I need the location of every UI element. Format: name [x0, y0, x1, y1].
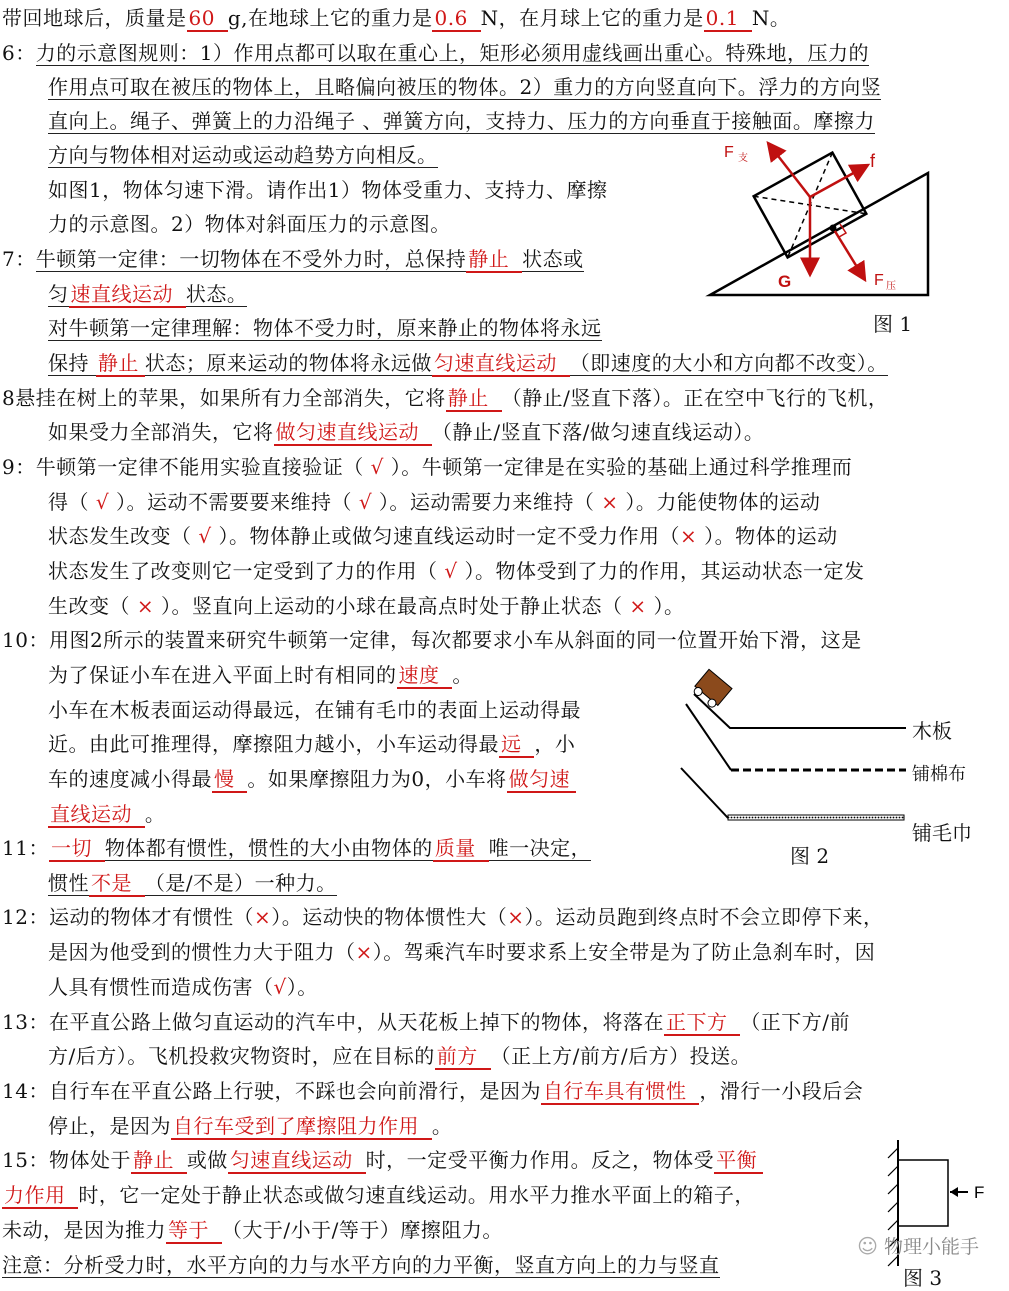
- underlined-text: 物体都有惯性，惯性的大小由物体的: [104, 836, 433, 860]
- text-line: [48, 279, 247, 309]
- plain-text: g,在地球上它的重力是: [227, 6, 433, 30]
- pressure-label: F: [874, 272, 884, 289]
- pressure-arrow: [833, 228, 865, 280]
- answer-blank: 远: [499, 732, 534, 758]
- answer-blank: 前方: [435, 1044, 491, 1070]
- underlined-text: （即速度的大小和方向都不改变）。: [569, 351, 888, 375]
- plain-text: ）。运动需要力来维持（: [372, 490, 602, 514]
- text-line: [48, 556, 864, 586]
- text-line: [48, 695, 581, 725]
- underlined-text: （是/不是）一种力。: [144, 871, 337, 895]
- plain-text: N，在月球上它的重力是: [480, 6, 704, 30]
- text-line: [2, 1215, 503, 1245]
- judgement-mark: ×: [629, 594, 647, 618]
- text-line: [2, 1250, 720, 1280]
- judgement-mark: ×: [507, 905, 525, 929]
- figure-1-caption: 图 1: [873, 312, 913, 336]
- underlined-text: 匀: [48, 282, 69, 306]
- underlined-text: 注意：分析受力时，水平方向的力与水平方向的力平衡，竖直方向上的力与竖直: [2, 1253, 720, 1277]
- text-line: [2, 38, 869, 68]
- judgement-mark: √: [370, 455, 384, 479]
- plain-text: 生改变（: [48, 594, 137, 618]
- underlined-text: 力的示意图规则：1）作用点都可以取在重心上，矩形必须用虚线画出重心。特殊地，压力的: [35, 41, 869, 65]
- text-line: [48, 140, 438, 170]
- plain-text: 11：: [2, 836, 49, 860]
- text-line: [48, 937, 875, 967]
- judgement-mark: √: [358, 490, 373, 514]
- plain-text: 15：物体处于: [2, 1148, 131, 1172]
- answer-blank: 0.6: [432, 6, 480, 32]
- plain-text: 。: [144, 802, 166, 826]
- plain-text: 得（: [48, 490, 96, 514]
- text-line: [48, 799, 165, 829]
- plain-text: 状态发生了改变则它一定受到了力的作用（: [48, 559, 445, 583]
- plain-text: 带回地球后，质量是: [2, 6, 187, 30]
- plain-text: 8悬挂在树上的苹果，如果所有力全部消失，它将: [2, 386, 446, 410]
- answer-blank: 静止: [446, 386, 502, 412]
- judgement-mark: ×: [679, 524, 698, 548]
- plain-text: ）。运动不需要要来维持（: [109, 490, 359, 514]
- text-line: [2, 1145, 763, 1175]
- answer-blank: 速直线运动: [69, 282, 186, 308]
- text-line: [48, 868, 337, 898]
- answer-blank: 做匀速直线运动: [274, 420, 432, 446]
- plain-text: 6：: [2, 41, 36, 65]
- answer-blank: 正下方: [664, 1010, 740, 1036]
- text-line: [2, 383, 888, 413]
- text-line: [48, 729, 575, 759]
- answer-blank: 慢: [212, 767, 247, 793]
- answer-blank: 自行车受到了摩擦阻力作用: [171, 1114, 432, 1140]
- text-line: [48, 417, 764, 447]
- plain-text: 时，它一定处于静止状态或做匀速直线运动。用水平力推水平面上的箱子，: [78, 1183, 755, 1207]
- friction-arrow: [810, 165, 868, 197]
- plain-text: 是因为他受到的惯性力大于阻力（: [48, 940, 356, 964]
- text-line: [2, 833, 591, 863]
- underlined-text: 方向与物体相对运动或运动趋势方向相反。: [48, 143, 438, 167]
- box: [898, 1160, 948, 1226]
- text-line: [2, 1007, 850, 1037]
- plain-text: ）。物体静止或做匀速直线运动时一定不受力作用（: [211, 524, 680, 548]
- plain-text: 近。由此可推理得，摩擦阻力越小，小车运动得最: [48, 732, 499, 756]
- text-line: [48, 1041, 751, 1071]
- answer-blank: 质量: [433, 836, 489, 862]
- figure-2-caption: 图 2: [790, 844, 830, 868]
- svg-text:支: 支: [738, 153, 748, 164]
- plain-text: 为了保证小车在进入平面上时有相同的: [48, 663, 397, 687]
- answer-blank: 静止: [466, 247, 522, 273]
- plain-text: 14：自行车在平直公路上行驶，不踩也会向前滑行，是因为: [2, 1079, 541, 1103]
- answer-blank: 自行车具有惯性: [541, 1079, 699, 1105]
- cotton-label: 铺棉布: [912, 764, 966, 785]
- judgement-mark: ×: [136, 594, 155, 618]
- plain-text: ）。运动员跑到终点时不会立即停下来，: [524, 905, 884, 929]
- plain-text: 。: [431, 1114, 453, 1138]
- plain-text: （大于/小于/等于）摩擦阻力。: [221, 1218, 503, 1242]
- text-line: [48, 1111, 452, 1141]
- text-line: [2, 1180, 755, 1210]
- text-line: [48, 72, 881, 102]
- figure-1-incline: [700, 135, 940, 305]
- plain-text: 小车在木板表面运动得最远，在铺有毛巾的表面上运动得最: [48, 698, 581, 722]
- underlined-text: 状态。: [185, 282, 248, 306]
- answer-blank: 等于: [166, 1218, 222, 1244]
- plain-text: ）。牛顿第一定律是在实验的基础上通过科学推理而: [383, 455, 853, 479]
- text-line: [48, 591, 684, 621]
- plain-text: （正下方/前: [740, 1010, 851, 1034]
- underlined-text: 对牛顿第一定律理解：物体不受力时，原来静止的物体将永远: [48, 316, 602, 340]
- plain-text: 如果受力全部消失，它将: [48, 420, 274, 444]
- answer-blank: 0.1: [704, 6, 752, 32]
- chat-bubble-icon: ☺: [857, 1233, 878, 1258]
- plain-text: ）。: [286, 975, 318, 999]
- watermark: ☺ 物理小能手: [857, 1233, 979, 1258]
- underlined-text: 唯一决定，: [488, 836, 592, 860]
- underlined-text: 状态；原来运动的物体将永远做: [144, 351, 432, 375]
- plain-text: （正上方/前方/后方）投送。: [490, 1044, 752, 1068]
- answer-blank: 匀速直线运动: [432, 351, 570, 377]
- gravity-label: G: [778, 272, 792, 291]
- towel-label: 铺毛巾: [912, 821, 972, 845]
- answer-blank: 平衡: [714, 1148, 763, 1174]
- underlined-text: 牛顿第一定律：一切物体在不受外力时，总保持: [35, 247, 467, 271]
- text-line: [48, 487, 820, 517]
- answer-blank: 匀速直线运动: [228, 1148, 366, 1174]
- answer-blank: 直线运动: [48, 802, 145, 828]
- text-line: [2, 902, 883, 932]
- plain-text: 。如果摩擦阻力为0，小车将: [247, 767, 507, 791]
- support-force-label: F: [724, 144, 734, 161]
- answer-blank: 静止: [131, 1148, 187, 1174]
- plain-text: （静止/竖直下落）。正在空中飞行的飞机，: [501, 386, 889, 410]
- plain-text: N。: [751, 6, 791, 30]
- answer-blank: 速度: [397, 663, 453, 689]
- ramp-board: [694, 694, 906, 728]
- plain-text: 车的速度减小得最: [48, 767, 212, 791]
- answer-blank: 一切: [49, 836, 105, 862]
- answer-blank: 力作用: [2, 1183, 78, 1209]
- answer-blank: 静止: [96, 351, 145, 377]
- underlined-text: 直向上。绳子、弹簧上的力沿绳子 、弹簧方向，支持力、压力的方向垂直于接触面。摩擦力: [48, 109, 875, 133]
- plain-text: ）。物体的运动: [697, 524, 838, 548]
- towel-surface: [728, 815, 904, 820]
- text-line: [2, 1076, 863, 1106]
- text-line: [48, 209, 451, 239]
- plain-text: 或做: [186, 1148, 228, 1172]
- plain-text: 如图1，物体匀速下滑。请作出1）物体受重力、支持力、摩擦: [48, 178, 608, 202]
- judgement-mark: ×: [253, 905, 272, 929]
- underlined-text: 状态或: [522, 247, 584, 271]
- plain-text: ）。力能使物体的运动: [618, 490, 821, 514]
- plain-text: 方/后方）。飞机投救灾物资时，应在目标的: [48, 1044, 435, 1068]
- text-line: [48, 175, 607, 205]
- text-line: [48, 106, 875, 136]
- plain-text: （静止/竖直下落/做匀速直线运动）。: [431, 420, 765, 444]
- plain-text: 10：用图2所示的装置来研究牛顿第一定律，每次都要求小车从斜面的同一位置开始下滑，这是: [2, 628, 862, 652]
- board-label: 木板: [912, 719, 952, 743]
- plain-text: ）。: [646, 594, 685, 618]
- plain-text: 7：: [2, 247, 36, 271]
- text-line: [2, 3, 790, 33]
- plain-text: 状态发生改变（: [48, 524, 199, 548]
- text-line: [48, 764, 576, 794]
- figure-3-caption: 图 3: [903, 1266, 943, 1290]
- plain-text: ，滑行一小段后会: [699, 1079, 864, 1103]
- plain-text: ）。物体受到了力的作用，其运动状态一定发: [457, 559, 865, 583]
- plain-text: 时，一定受平衡力作用。反之，物体受: [365, 1148, 715, 1172]
- plain-text: 9：牛顿第一定律不能用实验直接验证（: [2, 455, 371, 479]
- plain-text: ）。运动快的物体惯性大（: [271, 905, 508, 929]
- text-line: [2, 625, 862, 655]
- judgement-mark: √: [198, 524, 212, 548]
- plain-text: 停止，是因为: [48, 1114, 171, 1138]
- plain-text: ）。驾乘汽车时要求系上安全带是为了防止急刹车时，因: [372, 940, 876, 964]
- plain-text: 12：运动的物体才有惯性（: [2, 905, 254, 929]
- judgement-mark: √: [95, 490, 110, 514]
- text-line: [48, 521, 838, 551]
- support-force-arrow: [768, 143, 810, 197]
- plain-text: ）。竖直向上运动的小球在最高点时处于静止状态（: [154, 594, 630, 618]
- plain-text: 。: [452, 663, 473, 687]
- answer-blank: 60: [187, 6, 228, 32]
- text-line: [2, 244, 584, 274]
- underlined-text: 惯性: [48, 871, 89, 895]
- plain-text: ，小: [534, 732, 576, 756]
- plain-text: 人具有惯性而造成伤害（: [48, 975, 274, 999]
- text-line: [48, 313, 602, 343]
- cart: [691, 669, 732, 710]
- judgement-mark: √: [444, 559, 458, 583]
- friction-label: f: [870, 151, 876, 171]
- answer-blank: 不是: [89, 871, 145, 897]
- underlined-text: 作用点可取在被压的物体上，且略偏向被压的物体。2）重力的方向竖直向下。浮力的方向竖: [48, 75, 882, 99]
- text-line: [2, 452, 852, 482]
- plain-text: 13：在平直公路上做匀直运动的汽车中，从天花板上掉下的物体，将落在: [2, 1010, 664, 1034]
- underlined-text: 保持: [48, 351, 96, 375]
- plain-text: 力的示意图。2）物体对斜面压力的示意图。: [48, 212, 451, 236]
- judgement-mark: √: [273, 975, 287, 999]
- answer-blank: 做匀速: [507, 767, 577, 793]
- judgement-mark: ×: [355, 940, 373, 964]
- text-line: [48, 972, 318, 1002]
- push-force-label: F: [974, 1183, 985, 1202]
- figure-2-ramp: [676, 660, 976, 830]
- text-line: [48, 660, 473, 690]
- plain-text: 未动，是因为推力: [2, 1218, 166, 1242]
- text-line: [48, 348, 888, 378]
- judgement-mark: ×: [601, 490, 619, 514]
- svg-text:压: 压: [886, 281, 896, 292]
